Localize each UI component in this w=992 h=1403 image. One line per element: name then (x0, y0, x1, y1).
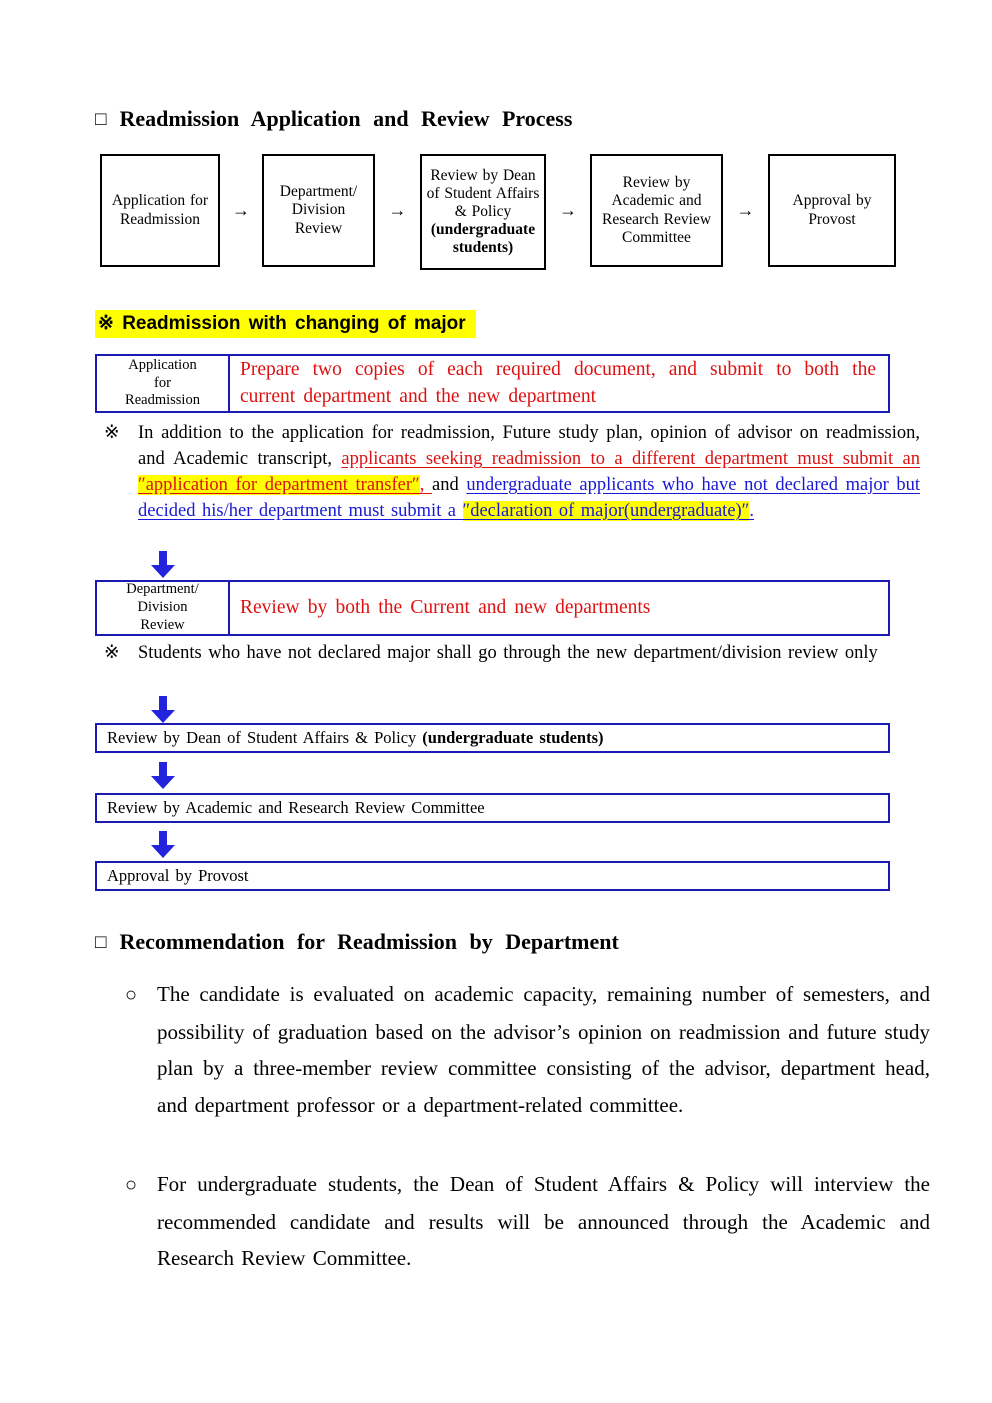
step-table-desc-text: Review by both the Current and new departments (240, 596, 651, 618)
right-arrow-icon: → (736, 200, 755, 220)
step-table-label-line: Review (140, 616, 185, 633)
step-table-desc (230, 582, 888, 634)
note-text-blue-underlined: undergraduate applicants who have not declared major but decided his/her department must submit a (138, 475, 921, 521)
bullet-undergraduate-interview (125, 1166, 930, 1277)
bullet-text: The candidate is evaluated on academic capacity, remaining number of semesters, and possibility of graduation based on the advisor’s opinion on readmission and future study plan by a three-member review committee consisting of the advisor, department head, and department professor or a department-related committee. (157, 982, 930, 1117)
step-table-application (95, 354, 890, 413)
flow-step-department-review (262, 154, 375, 267)
down-arrow-icon (151, 551, 175, 578)
section-heading-recommendation (95, 929, 619, 955)
right-arrow-icon: → (232, 200, 250, 220)
step-table-desc-text: Prepare two copies of each required document, and submit to both the current department and the new department (240, 359, 876, 407)
note-text-black: and (432, 475, 467, 495)
note-text-red-underlined: applicants seeking readmission to a different department must submit an (341, 449, 920, 469)
flow-step-label-bold: (undergraduate students) (430, 221, 536, 257)
flow-step-label: Review by Dean of Student Affairs & Policy (426, 166, 540, 220)
step-table-label (97, 582, 230, 634)
down-arrow-icon (151, 831, 175, 858)
step-table-department-review (95, 580, 890, 636)
circle-bullet-icon: ○ (125, 1174, 138, 1196)
flow-step-application (100, 154, 220, 267)
section-title-recommendation: Recommendation for Readmission by Department (119, 929, 619, 954)
down-arrow-icon (151, 696, 175, 723)
section-title-process: Readmission Application and Review Process (119, 106, 573, 131)
flow-step-label: Application for Readmission (111, 192, 209, 228)
step-bar-provost-approval (95, 861, 890, 891)
bullet-text: For undergraduate students, the Dean of Student Affairs & Policy will interview the recommended candidate and results will be announced through the Academic and Research Review Committee. (157, 1172, 930, 1270)
flow-step-label: Department/ Division Review (279, 183, 358, 237)
section-heading-process (95, 106, 572, 132)
flow-step-dean-review (420, 154, 546, 270)
step-table-label-line: for (154, 374, 171, 391)
bullet-evaluation-criteria (125, 976, 930, 1123)
flow-step-label: Approval by Provost (792, 192, 872, 228)
step-table-label (97, 356, 230, 411)
note-text-red-tail: , (419, 475, 432, 495)
note-text-red-highlighted: ″application for department transfer″ (138, 475, 420, 495)
flow-step-committee-review (590, 154, 723, 267)
step-table-label-line: Application (128, 356, 197, 373)
step-table-label-line: Department/ (126, 581, 199, 598)
step-bar-label: Review by Academic and Research Review Committee (107, 798, 485, 817)
square-bullet-icon: □ (95, 109, 107, 130)
note-undeclared-major (104, 640, 920, 666)
major-change-heading: ※ Readmission with changing of major (95, 310, 476, 338)
reference-mark-icon: ※ (104, 643, 120, 663)
reference-mark-icon: ※ (104, 423, 120, 443)
note-text-blue-tail: . (749, 501, 755, 521)
step-table-label-line: Division (137, 599, 188, 616)
circle-bullet-icon: ○ (125, 984, 138, 1006)
note-text-black: Students who have not declared major shall go through the new department/division review only (138, 643, 878, 663)
right-arrow-icon: → (388, 200, 407, 220)
note-text-black: In addition to the application for readmission, Future study plan, opinion of advisor on readmission, and Academic transcript, (138, 423, 920, 469)
note-text-blue-highlighted: ″declaration of major(undergraduate)″ (462, 501, 750, 521)
note-application-documents (104, 420, 920, 524)
step-table-label-line: Readmission (125, 392, 200, 409)
step-table-desc (230, 356, 888, 411)
step-bar-label: Review by Dean of Student Affairs & Policy (107, 728, 417, 747)
step-bar-dean-review (95, 723, 890, 753)
step-bar-label: Approval by Provost (107, 866, 249, 885)
flow-step-label: Review by Academic and Research Review Committee (601, 174, 712, 246)
step-bar-committee-review (95, 793, 890, 823)
step-bar-label-bold: (undergraduate students) (422, 728, 604, 747)
right-arrow-icon: → (559, 200, 577, 220)
down-arrow-icon (151, 762, 175, 789)
flow-step-provost-approval (768, 154, 896, 267)
square-bullet-icon: □ (95, 932, 107, 953)
